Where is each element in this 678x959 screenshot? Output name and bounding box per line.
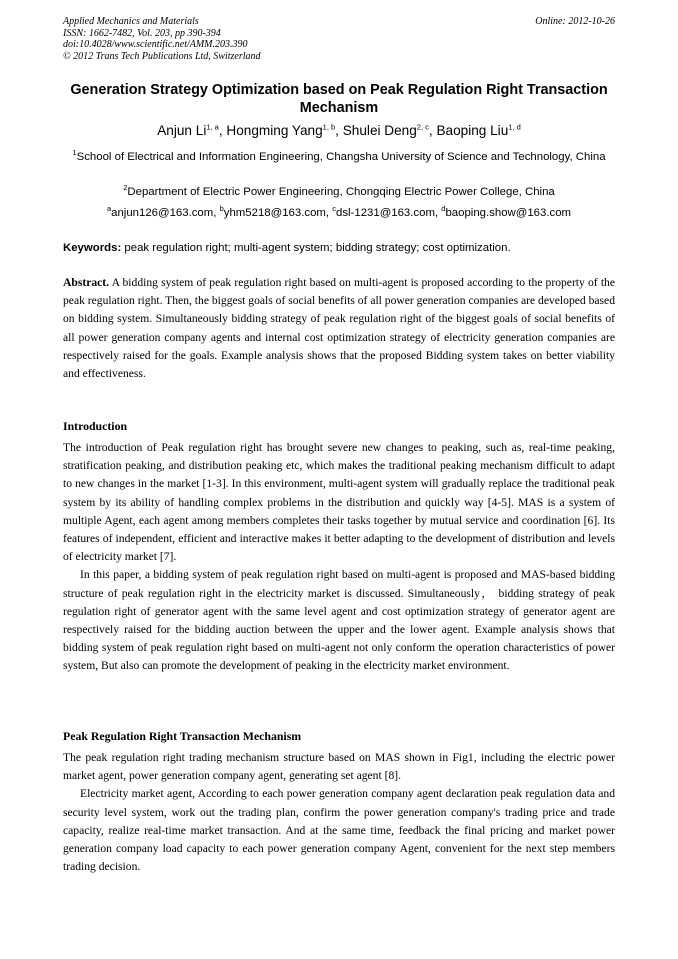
author-affil-mark: 1, b	[322, 122, 336, 132]
paper-title: Generation Strategy Optimization based on Peak Regulation Right Transaction Mechanism	[70, 82, 608, 116]
email-mark: b	[219, 204, 224, 214]
paragraph: In this paper, a bidding system of peak regulation right based on multi-agent is proposed and MAS-based bidding structure of peak regulation right in the electricity market is discussed. Simultaneously， bidding strategy of peak regulation right of generator agent with the same level agent and cost optimization strategy of generator agent are respectively raised for the bidding auction between the upper and the lower agent. Example analysis shows that bidding system of peak regulation right based on multi-agent not only conform the operation characteristics of power system, But also can promote the development of peaking in the electricity market environment.	[63, 568, 615, 673]
author-name: Hongming Yang	[226, 123, 323, 138]
author-affil-mark: 1, d	[508, 122, 521, 132]
mechanism-body	[63, 749, 615, 876]
publication-header	[63, 16, 615, 62]
author-affil-mark: 2, c	[416, 122, 429, 132]
author-name: Baoping Liu	[436, 123, 509, 138]
keywords	[63, 241, 615, 256]
affiliation-2	[63, 185, 615, 200]
section-heading-mechanism: Peak Regulation Right Transaction Mechanism	[63, 729, 302, 743]
email-mark: d	[441, 204, 446, 214]
paragraph: Electricity market agent, According to each power generation company agent declaration peak regulation data and security level system, work out the trading plan, confirm the power generation company's trading price and trade capacity, realize real-time market transaction. And at the same time, feedback the final pricing and market power generation company load capacity to each power generation company Agent, convenient for the next step members trading decision.	[63, 787, 615, 874]
section-heading-introduction: Introduction	[63, 419, 128, 433]
affil-mark: 1	[72, 148, 77, 158]
issn-line: ISSN: 1662-7482, Vol. 203, pp 390-394	[63, 27, 221, 39]
author-affil-mark: 1, a	[206, 122, 219, 132]
affiliation-1	[63, 150, 615, 165]
affil-mark: 2	[123, 183, 128, 193]
online-date: Online: 2012-10-26	[535, 16, 615, 27]
affil-text: Department of Electric Power Engineering, Chongqing Electric Power College, China	[127, 186, 555, 198]
email-list: $^a$anjun126@163.com, $^b$yhm5218@163.com, $^c$dsl-1231@163.com, $^d$baoping.show@163.com	[106, 204, 572, 219]
affil-text: School of Electrical and Information Engineering, Changsha University of Science and Technology, China	[76, 151, 606, 163]
abstract	[63, 274, 615, 383]
author-list: Anjun Li$^{1, a}$, Hongming Yang$^{1, b}$, Shulei Deng$^{2, c}$, Baoping Liu$^{1, d}$	[157, 122, 521, 138]
author-name: Shulei Deng	[342, 123, 417, 138]
email-mark: a	[106, 204, 112, 214]
journal-name: Applied Mechanics and Materials	[63, 16, 199, 27]
email-link[interactable]: dsl-1231@163.com	[336, 207, 435, 219]
introduction-body	[63, 439, 615, 676]
copyright-line: © 2012 Trans Tech Publications Ltd, Switzerland	[63, 50, 261, 62]
paragraph: The introduction of Peak regulation right has brought severe new changes to peaking, such as, real-time peaking, stratification peaking, and distribution peaking etc, which makes the traditional peaking mechanism difficult to adapt to new changes in the market [1-3]. In this environment, multi-agent system will gradually replace the traditional peak system by its ability of handling complex problems in the distribution and quickly way [4-5]. MAS is a system of multiple Agent, each agent among members completes their tasks together by mutual service and coordination [6]. Its features of independent, efficient and interactive makes it better adapting to the development of distribution and levels of electricity market [7].	[63, 441, 615, 564]
doi-line[interactable]: doi:10.4028/www.scientific.net/AMM.203.390	[63, 39, 248, 50]
email-link[interactable]: anjun126@163.com	[111, 207, 214, 219]
abstract-text: A bidding system of peak regulation right based on multi-agent is proposed according to the property of the peak regulation right. Then, the biggest goals of social benefits of all power generation companies are developed based on bidding system. Simultaneously bidding strategy of peak regulation right of the biggest goals of social benefits of all power generation company agents and internal cost optimization strategy of electricity generation companies are respectively raised for the goals. Example analysis shows that the proposed Bidding system takes on better viability and effectiveness.	[63, 276, 615, 381]
abstract-label: Abstract.	[63, 276, 110, 289]
paragraph: The peak regulation right trading mechanism structure based on MAS shown in Fig1, including the electric power market agent, power generation company agent, generating set agent [8].	[63, 751, 615, 783]
keywords-label: Keywords:	[63, 242, 122, 254]
email-mark: c	[332, 204, 336, 214]
keywords-text: peak regulation right; multi-agent system; bidding strategy; cost optimization.	[124, 242, 511, 254]
email-link[interactable]: baoping.show@163.com	[445, 207, 572, 219]
author-name: Anjun Li	[157, 123, 207, 138]
email-link[interactable]: yhm5218@163.com	[223, 207, 326, 219]
